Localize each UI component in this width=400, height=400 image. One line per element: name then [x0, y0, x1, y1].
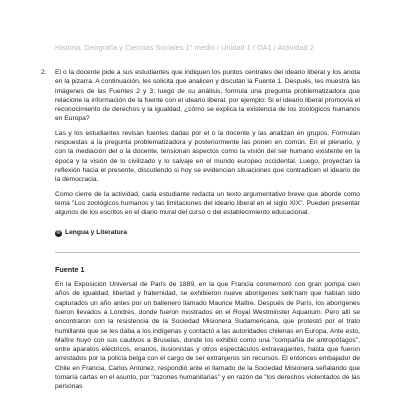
- item-number: 2.: [41, 69, 47, 76]
- item-body: [55, 68, 360, 222]
- source-text: En la Exposición Universal de París de 1889, en la que Francia conmemoró con gran pompa cien años de igualdad, libertad y fraternidad, se exhibieron nueve aborígenes selk'nam que habían sido capturados un año antes por un ballenero llamado Maurice Maître. Después de París, los aborígenes fueron llevados a Londres, donde fueron mostrados en el Royal Westminster Aquarium. Pero allí se encontraron con la resistencia de la Sociedad Misionera Sudamericana, que protestó por el trato humillante que se les daba a los indígenas y contactó a las autoridades chilenas en Europa. Ante esto, Maître huyó con sus cautivos a Bruselas, donde los exhibió como una "compañía de antropófagos", entre aparatos eléctricos, enanos, ilusionistas y otros espectáculos extravagantes, hasta que fueron arrestados por la policía belga con el cargo de ser extranjeros sin recursos. El entonces embajador de Chile en Francia, Carlos Antúnez, respondió ante el llamado de la Sociedad Misionera señalando que tomaría cartas en el asunto, por "razones humanitarias" y en razón de "los derechos violentados de las personas: [55, 281, 360, 391]
- source-title: Fuente 1: [55, 264, 85, 274]
- activity-item: [41, 68, 360, 222]
- section-divider: [55, 252, 360, 253]
- registered-subject-icon: ®: [56, 229, 61, 236]
- activity-paragraph: Las y los estudiantes revisan fuentes dadas por el o la docente y las analizan en grupos. Formulan respuestas a la pregunta problematizadora y posteriormente las ponen en común. En el plenario, y con la mediación del o la docente, tensionan aspectos como la visión del ser humano existente en la época y la visión de lo civilizado y lo salvaje en el mundo europeo occidental. Luego, proyectan la reflexión hacia el presente, discutiendo si hoy se evidencian situaciones que contradicen el ideario de la democracia.: [55, 129, 360, 184]
- activity-paragraph: El o la docente pide a sus estudiantes que indiquen los puntos centrales del ideario liberal y los anota en la pizarra. A continuación, les solicita que analicen y discutan la Fuente 1. Después, les muestra las imágenes de las Fuentes 2 y 3; luego de su análisis, formula una pregunta problematizadora que relacione la información de la fuente con el ideario liberal, por ejemplo: Si el ideario liberal promovía el reconocimiento de derechos y la igualdad, ¿cómo se explica la existencia de los zoológicos humanos en Europa?: [55, 69, 360, 123]
- activity-paragraph: Como cierre de la actividad, cada estudiante redacta un texto argumentativo breve que aborde como tema "Los zoológicos humanos y las limitaciones del ideario liberal en el siglo XIX". Pueden presentar algunos de los escritos en el diario mural del curso o del establecimiento educacional.: [55, 190, 360, 217]
- subject-label: Lengua y Literatura: [65, 229, 128, 237]
- document-content: [41, 68, 360, 392]
- subject-link-lengua: [55, 228, 360, 237]
- page-breadcrumb: Historia, Geografía y Ciencias Sociales 1° medio / Unidad 1 / OA1 / Actividad 2: [55, 43, 314, 52]
